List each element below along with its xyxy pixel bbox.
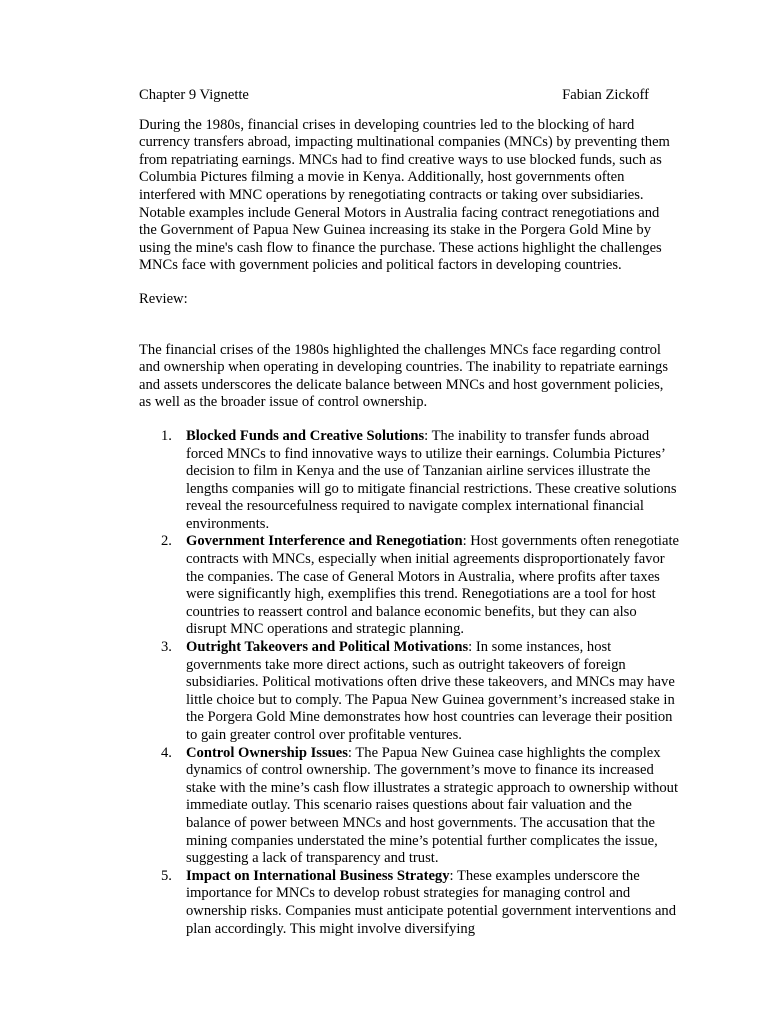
- list-number: 5.: [161, 867, 172, 884]
- document-title: Chapter 9 Vignette: [139, 87, 249, 103]
- list-item-text: : Host governments often renegotiate contracts with MNCs, especially when initial agreements disproportionately favor the companies. The case of General Motors in Australia, where profits after taxes were significantly high, exemplifies this trend. Renegotiations are a tool for host countries to reassert control and balance economic benefits, but they can also disrupt MNC operations and strategic planning.: [186, 533, 679, 638]
- list-item: [139, 868, 679, 938]
- document-header: [139, 87, 679, 105]
- intro-paragraph: During the 1980s, financial crises in developing countries led to the blocking of hard currency transfers abroad, impacting multinational companies (MNCs) by preventing them from repatriating earnings. MNCs had to find creative ways to use blocked funds, such as Columbia Pictures filming a movie in Kenya. Additionally, host governments often interfered with MNC operations by renegotiating contracts or taking over subsidiaries. Notable examples include General Motors in Australia facing contract renegotiations and the Government of Papua New Guinea increasing its stake in the Porgera Gold Mine by using the mine's cash flow to finance the purchase. These actions highlight the challenges MNCs face with government policies and political factors in developing countries.: [139, 116, 670, 274]
- list-item-text: : These examples underscore the importance for MNCs to develop robust strategies for managing control and ownership risks. Companies must anticipate potential government interventions and plan accordingly. This might involve diversifying: [186, 867, 677, 937]
- list-item: [139, 745, 679, 868]
- review-heading: Review:: [139, 290, 188, 307]
- list-item-text: : The Papua New Guinea case highlights the complex dynamics of control ownership. The government’s move to finance its increased stake with the mine’s cash flow illustrates a strategic approach to ownership without immediate outlay. This scenario raises questions about fair valuation and the balance of power between MNCs and host governments. The accusation that the mining companies understated the mine’s potential further complicates the issue, suggesting a lack of transparency and trust.: [186, 744, 679, 867]
- list-item-text: : In some instances, host governments take more direct actions, such as outright takeovers of foreign subsidiaries. Political motivations often drive these takeovers, and MNCs may have little choice but to comply. The Papua New Guinea government’s increased stake in the Porgera Gold Mine demonstrates how host countries can leverage their position to gain greater control over profitable ventures.: [186, 639, 675, 743]
- document-page: [139, 87, 679, 938]
- list-item-term: Impact on International Business Strategy: [186, 867, 450, 884]
- list-item-text: : The inability to transfer funds abroad forced MNCs to find innovative ways to utilize their earnings. Columbia Pictures’ decision to film in Kenya and the use of Tanzanian airline services illustrate the lengths companies will go to mitigate financial restrictions. These creative solutions reveal the resourcefulness required to navigate complex international financial environments.: [186, 427, 677, 532]
- key-points-list: [139, 428, 679, 938]
- list-item: [139, 533, 679, 639]
- list-item-term: Blocked Funds and Creative Solutions: [186, 427, 425, 444]
- list-item: [139, 639, 679, 745]
- author-name: Fabian Zickoff: [562, 87, 649, 103]
- list-item-term: Control Ownership Issues: [186, 744, 348, 761]
- list-item-term: Outright Takeovers and Political Motivations: [186, 639, 469, 656]
- list-item-term: Government Interference and Renegotiation: [186, 533, 463, 550]
- review-paragraph: The financial crises of the 1980s highlighted the challenges MNCs face regarding control and ownership when operating in developing countries. The inability to repatriate earnings and assets underscores the delicate balance between MNCs and host government policies, as well as the broader issue of control ownership.: [139, 341, 669, 411]
- list-number: 2.: [161, 533, 172, 550]
- list-item: [139, 428, 679, 534]
- list-number: 3.: [161, 639, 172, 656]
- list-number: 4.: [161, 744, 172, 761]
- list-number: 1.: [161, 427, 172, 444]
